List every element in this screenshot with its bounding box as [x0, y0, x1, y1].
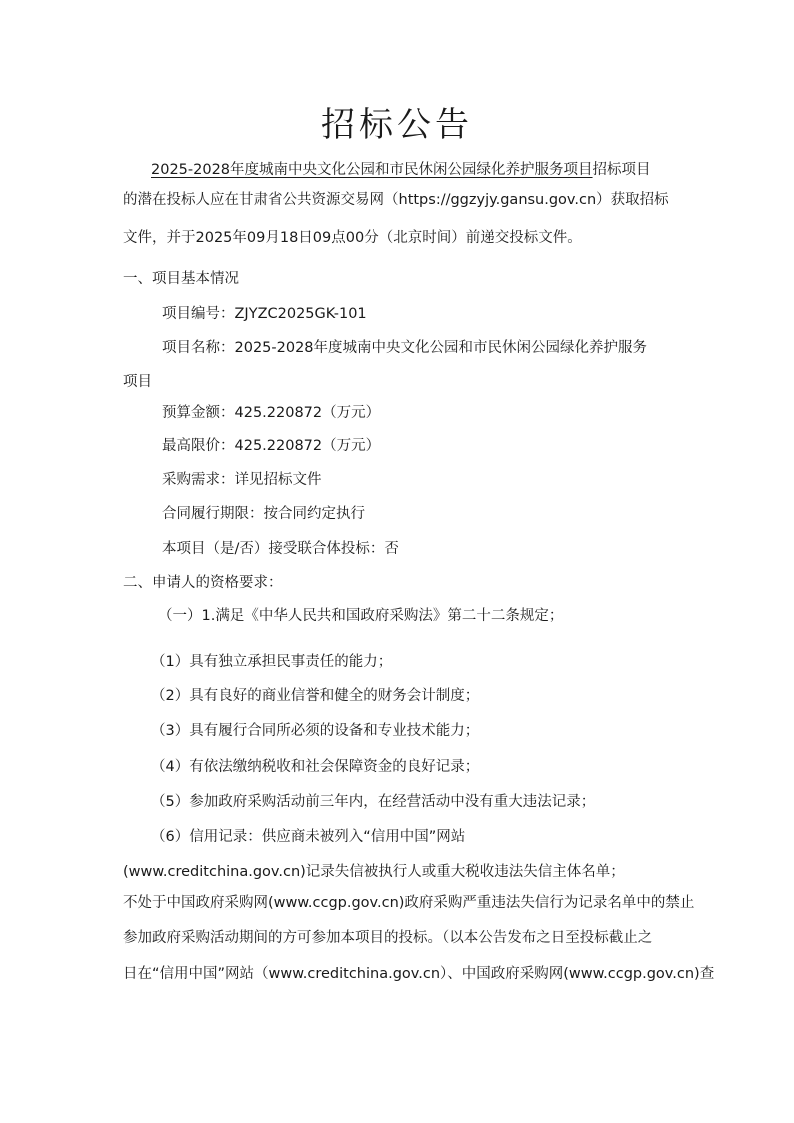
max-price: 最高限价：425.220872（万元）	[162, 438, 381, 454]
section-1-heading: 一、项目基本情况	[123, 271, 239, 287]
intro-line-1	[151, 158, 651, 182]
project-number: 项目编号：ZJYZC2025GK-101	[162, 306, 367, 322]
requirement-6-cont-1: (www.creditchina.gov.cn)记录失信被执行人或重大税收违法失信主体名单；	[123, 864, 625, 880]
requirement-6: （6）信用记录：供应商未被列入“信用中国”网站	[151, 829, 466, 845]
project-name-underlined: 2025-2028年度城南中央文化公园和市民休闲公园绿化养护服务项目	[151, 162, 593, 178]
requirement-6-cont-3: 参加政府采购活动期间的方可参加本项目的投标。（以本公告发布之日至投标截止之	[123, 930, 653, 946]
requirement-6-cont-4: 日在“信用中国”网站（www.creditchina.gov.cn）、中国政府采购网(www.ccgp.gov.cn)查	[123, 966, 715, 982]
requirement-4: （4）有依法缴纳税收和社会保障资金的良好记录；	[151, 759, 480, 775]
intro-line-1-suffix: 招标项目	[592, 162, 651, 178]
project-name-line-2: 项目	[123, 374, 152, 390]
contract-term: 合同履行期限：按合同约定执行	[162, 506, 365, 522]
requirement-6-cont-2: 不处于中国政府采购网(www.ccgp.gov.cn)政府采购严重违法失信行为记录名单中的禁止	[123, 895, 695, 911]
requirement-2: （2）具有良好的商业信誉和健全的财务会计制度；	[151, 688, 480, 704]
page-title: 招标公告	[321, 105, 473, 145]
consortium-bid: 本项目（是/否）接受联合体投标：否	[162, 541, 399, 557]
budget-amount: 预算金额：425.220872（万元）	[162, 405, 381, 421]
section-2-heading: 二、申请人的资格要求：	[123, 575, 283, 591]
procurement-demand: 采购需求：详见招标文件	[162, 472, 322, 488]
qualification-item-1: （一）1.满足《中华人民共和国政府采购法》第二十二条规定；	[158, 608, 564, 624]
project-name-line-1: 项目名称：2025-2028年度城南中央文化公园和市民休闲公园绿化养护服务	[162, 340, 648, 356]
requirement-1: （1）具有独立承担民事责任的能力；	[151, 654, 393, 670]
intro-line-3: 文件，并于2025年09月18日09点00分（北京时间）前递交投标文件。	[123, 230, 582, 246]
requirement-5: （5）参加政府采购活动前三年内，在经营活动中没有重大违法记录；	[151, 794, 596, 810]
requirement-3: （3）具有履行合同所必须的设备和专业技术能力；	[151, 723, 480, 739]
intro-line-2: 的潜在投标人应在甘肃省公共资源交易网（https://ggzyjy.gansu.gov.cn）获取招标	[123, 192, 669, 208]
